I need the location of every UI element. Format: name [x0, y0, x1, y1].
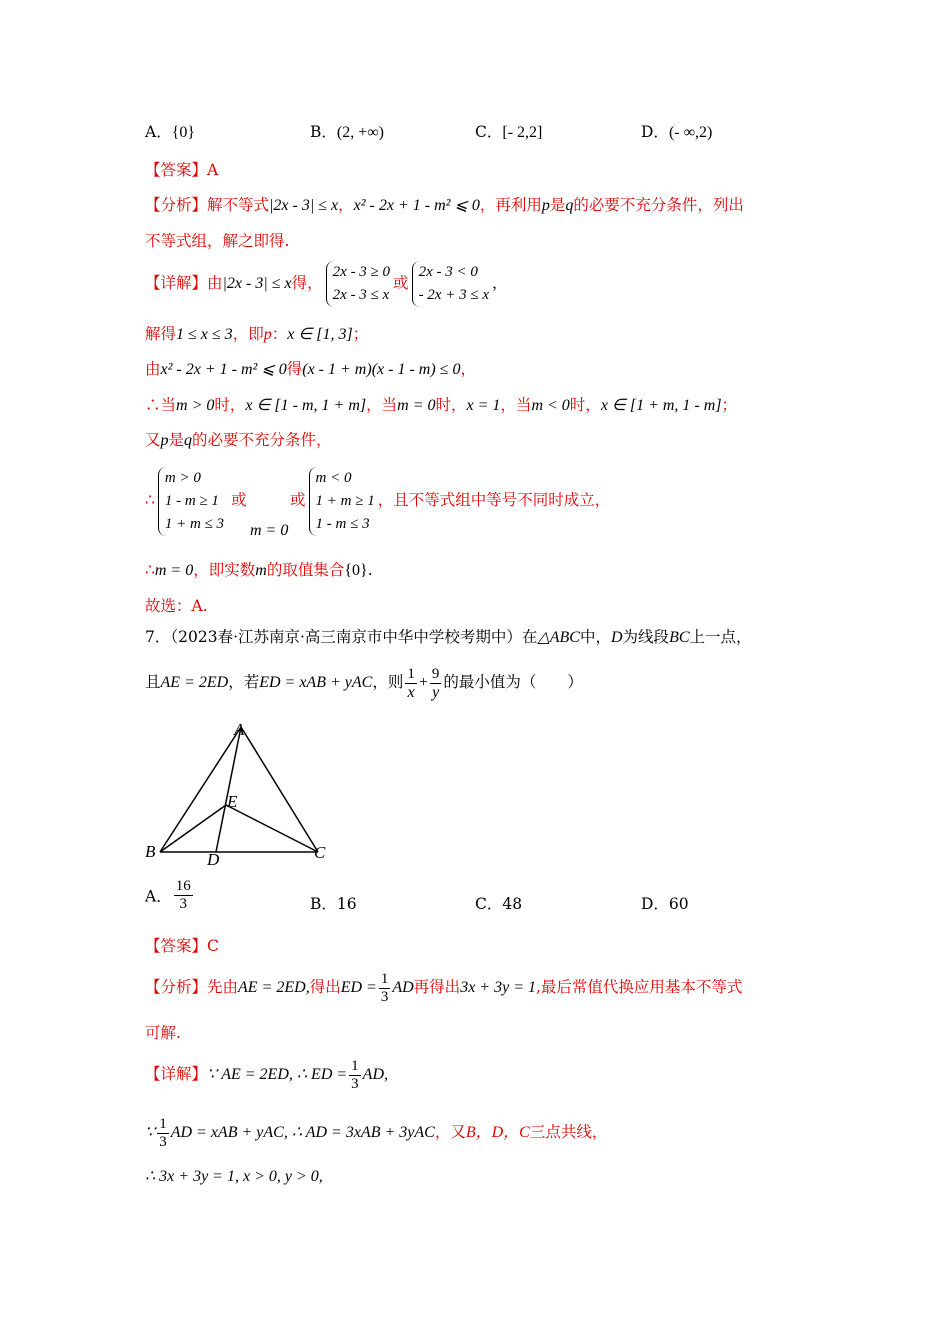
label-e: E — [227, 792, 238, 811]
q6-detail-line6b: 或 m < 0 1 + m ≥ 1 1 - m ≤ 3 ，且不等式组中等号不同时成立， — [290, 462, 610, 538]
q7-option-b: B．16 — [310, 895, 357, 913]
q7-detail-line2: ∵ $\frac{1}{3}$ AD = xAB + yAC, ∴ AD = 3xAB + 3yAC，又B，D，C三点共线， — [145, 1115, 608, 1150]
q7-option-a: A． $\frac{16}{3}$ — [145, 878, 191, 912]
label-d: D — [207, 850, 220, 869]
q6-analysis-line1: 【分析】解不等式|2x - 3| ≤ x，x² - 2x + 1 - m² ⩽ 0，再利用p是q的必要不充分条件，列出 — [145, 196, 744, 214]
system-4: m < 0 1 + m ≥ 1 1 - m ≤ 3 — [309, 467, 375, 536]
q6-answer: 【答案】A — [145, 161, 219, 179]
q6-detail-line2: 解得1 ≤ x ≤ 3，即p：x ∈ [1, 3]； — [145, 325, 369, 343]
q6-detail-line5: 又p是q的必要不充分条件， — [145, 431, 332, 449]
q6-detail-line4: ∴当m > 0时，x ∈ [1 - m, 1 + m]，当m = 0时，x = 1，当m < 0时，x ∈ [1 + m, 1 - m]； — [145, 396, 738, 414]
q7-option-c: C．48 — [475, 895, 523, 913]
q6-detail-line3: 由x² - 2x + 1 - m² ⩽ 0得(x - 1 + m)(x - 1 - m) ≤ 0， — [145, 360, 476, 378]
q7-analysis-line2: 可解. — [145, 1024, 181, 1042]
q6-option-a: A．{0} — [145, 123, 196, 141]
system-2: 2x - 3 < 0 - 2x + 3 ≤ x — [412, 261, 489, 307]
q6-final: 故选：A. — [145, 597, 208, 615]
label-c: C — [314, 843, 326, 862]
q7-answer: 【答案】C — [145, 937, 219, 955]
edge-ac — [241, 727, 318, 852]
q6-detail-line7: ∴m = 0，即实数m的取值集合{0}. — [145, 561, 373, 579]
q7-detail-line1: 【详解】∵ AE = 2ED, ∴ ED = $\frac{1}{3}$ AD, — [145, 1057, 388, 1092]
q6-detail-line6: ∴ m > 0 1 - m ≥ 1 1 + m ≤ 3 或 — [145, 462, 247, 538]
q7-stem-line2: 且AE = 2ED，若ED = xAB + yAC，则 $\frac{1}{x}$ + $\frac{9}{y}$ 的最小值为（ ） — [145, 665, 583, 701]
q6-m-zero: m = 0 — [250, 522, 289, 539]
label-b: B — [145, 842, 156, 861]
q6-detail-line1: 【详解】由|2x - 3| ≤ x得， 2x - 3 ≥ 0 2x - 3 ≤ x 或 2x - 3 < 0 - 2x + 3 ≤ x ， — [145, 259, 508, 308]
q7-detail-line3: ∴ 3x + 3y = 1, x > 0, y > 0, — [145, 1168, 323, 1185]
q7-option-d: D．60 — [641, 895, 689, 913]
q6-option-b: B．(2, +∞) — [310, 123, 384, 141]
q6-analysis-line2: 不等式组，解之即得. — [145, 232, 290, 250]
label-a: A — [234, 720, 245, 739]
triangle-figure — [140, 715, 340, 875]
q6-option-d: D．(- ∞,2) — [641, 123, 713, 141]
segment-be — [160, 805, 226, 852]
q6-option-c: C．[- 2,2] — [475, 123, 543, 141]
system-1: 2x - 3 ≥ 0 2x - 3 ≤ x — [326, 261, 390, 307]
system-3: m > 0 1 - m ≥ 1 1 + m ≤ 3 — [158, 467, 224, 536]
q7-analysis-line1: 【分析】先由AE = 2ED,得出ED = $\frac{1}{3}$ AD再得出3x + 3y = 1,最后常值代换应用基本不等式 — [145, 970, 743, 1005]
q7-stem-line1: 7．（2023春·江苏南京·高三南京市中华中学校考期中）在△ABC中，D为线段BC上一点， — [145, 628, 752, 646]
